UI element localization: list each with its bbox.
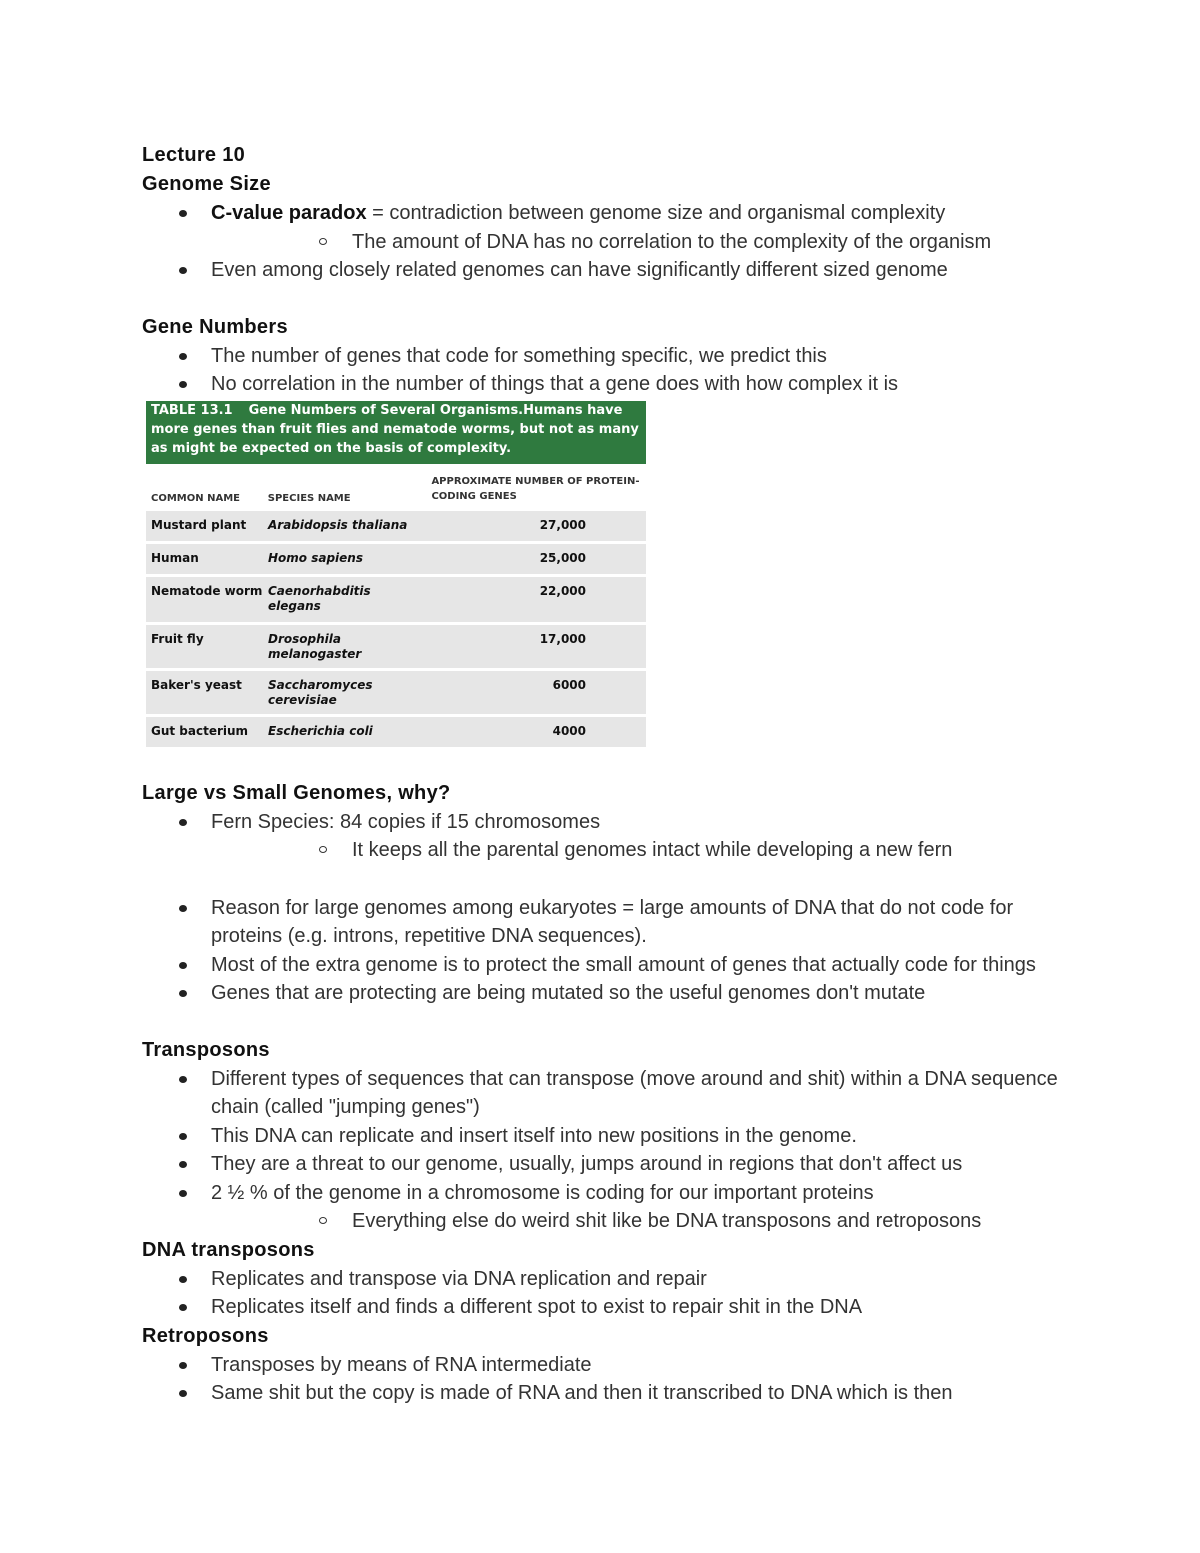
cell-common: Fruit fly — [151, 631, 204, 646]
list-retroposons — [142, 1351, 1062, 1408]
heading-genome-size: Genome Size — [142, 173, 271, 195]
heading-gene-numbers: Gene Numbers — [142, 315, 288, 338]
cell-species: Arabidopsis thaliana — [268, 517, 408, 532]
sub-list-item: Everything else do weird shit like be DNA transposons and retroposons — [211, 1207, 1062, 1236]
sublist — [211, 836, 1062, 865]
list-item: Even among closely related genomes can have significantly different sized genome — [142, 256, 1062, 285]
list-item: Same shit but the copy is made of RNA and then it transcribed to DNA which is then — [142, 1379, 1062, 1408]
table-caption — [146, 401, 646, 464]
sub-list-item: It keeps all the parental genomes intact while developing a new fern — [211, 836, 1062, 865]
sublist — [211, 1207, 1062, 1236]
gene-numbers-table-image — [146, 401, 646, 747]
cell-genes: 17,000 — [539, 631, 586, 646]
table-row — [146, 668, 646, 714]
cell-common: Nematode worm — [151, 583, 263, 598]
cell-genes: 25,000 — [539, 550, 586, 565]
list-item: No correlation in the number of things that a gene does with how complex it is — [142, 370, 1062, 399]
column-header-common-name: COMMON NAME — [151, 492, 240, 504]
list-item-text: 2 ½ % of the genome in a chromosome is coding for our important proteins — [211, 1181, 874, 1204]
list-item: They are a threat to our genome, usually, jumps around in regions that don't affect us — [142, 1150, 1062, 1179]
column-header-species-name: SPECIES NAME — [267, 492, 351, 504]
list-item: The number of genes that code for something specific, we predict this — [142, 342, 1062, 371]
table-row — [146, 508, 646, 541]
cell-species: Homo sapiens — [268, 550, 363, 565]
cell-common: Human — [151, 550, 199, 565]
cell-genes: 27,000 — [539, 517, 586, 532]
list-item: Different types of sequences that can transpose (move around and shit) within a DNA sequence chain (called "jumping genes") — [142, 1065, 1062, 1122]
list-large-vs-small-2 — [142, 894, 1062, 1008]
list-item — [142, 1179, 1062, 1236]
cell-species: Caenorhabditis elegans — [268, 583, 371, 613]
list-item-text: Fern Species: 84 copies if 15 chromosomes — [211, 810, 601, 833]
table-number: TABLE 13.1 — [151, 402, 233, 418]
cell-genes: 6000 — [552, 677, 586, 692]
list-item: Replicates itself and finds a different spot to exist to repair shit in the DNA — [142, 1293, 1062, 1322]
heading-large-vs-small: Large vs Small Genomes, why? — [142, 781, 451, 804]
document-page — [142, 141, 1062, 1408]
list-item: Replicates and transpose via DNA replication and repair — [142, 1265, 1062, 1294]
page-title: Lecture 10 — [142, 144, 246, 166]
list-dna-transposons — [142, 1265, 1062, 1322]
heading-transposons: Transposons — [142, 1038, 270, 1061]
list-item — [142, 808, 1062, 865]
sublist — [211, 228, 1062, 257]
cell-common: Gut bacterium — [151, 723, 249, 738]
list-item — [142, 199, 1062, 256]
cell-common: Baker's yeast — [151, 677, 242, 692]
cell-species: Drosophila melanogaster — [268, 631, 362, 661]
cell-common: Mustard plant — [151, 517, 247, 532]
list-item: Reason for large genomes among eukaryotes = large amounts of DNA that do not code for proteins (e.g. introns, repetitive DNA sequences). — [142, 894, 1062, 951]
list-item-text: = contradiction between genome size and organismal complexity — [366, 202, 946, 224]
sub-list-item: The amount of DNA has no correlation to the complexity of the organism — [211, 228, 1062, 257]
list-item: Most of the extra genome is to protect the small amount of genes that actually code for things — [142, 951, 1062, 980]
heading-retroposons: Retroposons — [142, 1324, 269, 1347]
table-caption-text: Gene Numbers of Several Organisms.Humans have more genes than fruit flies and nematode worms, but not as many as might be expected on the basis of complexity. — [151, 402, 639, 456]
table-row — [146, 541, 646, 574]
column-header-gene-count: APPROXIMATE NUMBER OF PROTEIN-CODING GENES — [431, 475, 640, 502]
list-item: This DNA can replicate and insert itself into new positions in the genome. — [142, 1122, 1062, 1151]
list-item: Genes that are protecting are being mutated so the useful genomes don't mutate — [142, 979, 1062, 1008]
cell-species: Saccharomyces cerevisiae — [268, 677, 373, 707]
table-row — [146, 714, 646, 747]
cell-species: Escherichia coli — [268, 723, 373, 738]
table-row — [146, 574, 646, 622]
list-gene-numbers — [142, 342, 1062, 399]
term-c-value-paradox: C-value paradox — [211, 202, 367, 224]
cell-genes: 4000 — [552, 723, 586, 738]
cell-genes: 22,000 — [539, 583, 586, 598]
list-large-vs-small — [142, 808, 1062, 865]
heading-dna-transposons: DNA transposons — [142, 1238, 315, 1261]
list-genome-size — [142, 199, 1062, 285]
list-transposons — [142, 1065, 1062, 1236]
list-item: Transposes by means of RNA intermediate — [142, 1351, 1062, 1380]
table-header-row — [146, 464, 646, 508]
table-row — [146, 622, 646, 668]
